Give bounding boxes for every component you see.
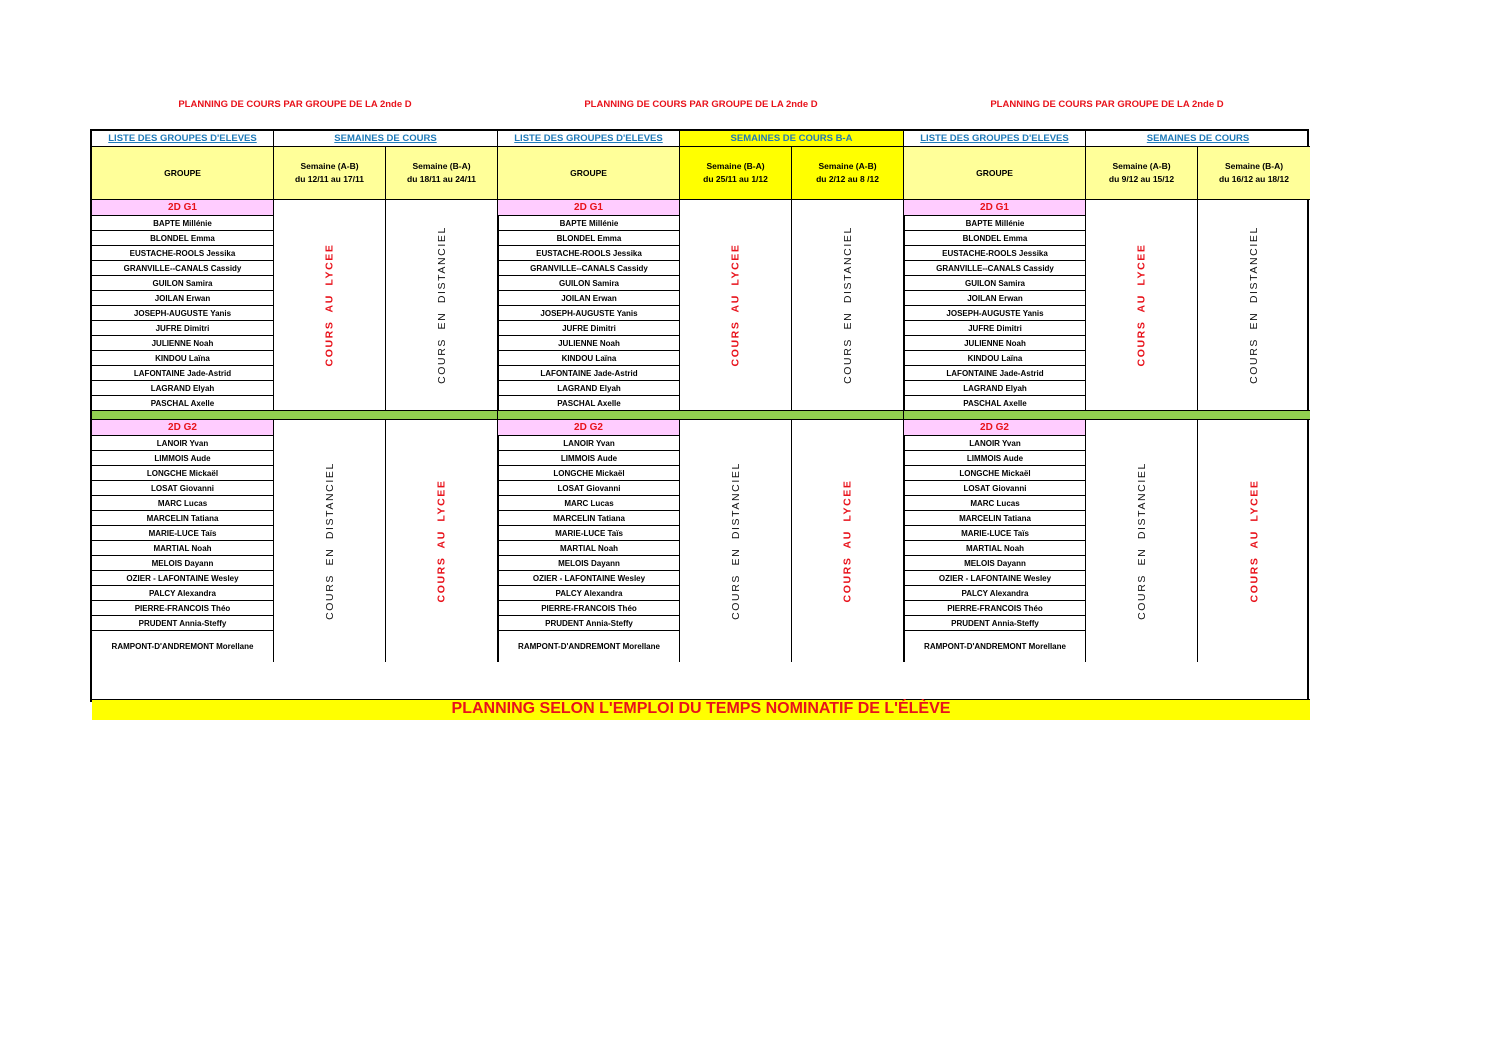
student-name: JUFRE Dimitri xyxy=(498,321,680,336)
student-name: GRANVILLE--CANALS Cassidy xyxy=(92,261,274,276)
student-name: RAMPONT-D'ANDREMONT Morellane xyxy=(498,631,680,662)
student-name: JUFRE Dimitri xyxy=(904,321,1086,336)
student-name: LAFONTAINE Jade-Astrid xyxy=(904,366,1086,381)
week-dates: du 12/11 au 17/11 xyxy=(295,174,364,184)
week-dates: du 16/12 au 18/12 xyxy=(1219,174,1289,184)
student-name: EUSTACHE-ROOLS Jessika xyxy=(498,246,680,261)
week-header-2 xyxy=(386,147,498,200)
student-name: OZIER - LAFONTAINE Wesley xyxy=(498,571,680,586)
student-name: BLONDEL Emma xyxy=(498,231,680,246)
group-separator xyxy=(498,411,904,420)
student-name: BAPTE Millénie xyxy=(904,216,1086,231)
student-name: LOSAT Giovanni xyxy=(92,481,274,496)
week-label: Semaine (B-A) xyxy=(1224,161,1284,171)
student-name: JOSEPH-AUGUSTE Yanis xyxy=(904,306,1086,321)
group-separator xyxy=(904,411,1310,420)
week-header-2 xyxy=(792,147,904,200)
schedule-mode: COURS EN DISTANCIEL xyxy=(729,462,742,620)
schedule-mode: COURS EN DISTANCIEL xyxy=(1135,462,1148,620)
schedule-g1-week1 xyxy=(274,200,386,411)
week-dates: du 18/11 au 24/11 xyxy=(407,174,476,184)
list-header: LISTE DES GROUPES D'ELEVES xyxy=(498,131,680,147)
student-name: MARC Lucas xyxy=(498,496,680,511)
student-name: LIMMOIS Aude xyxy=(498,451,680,466)
schedule-mode: COURS AU LYCEE xyxy=(323,243,336,367)
student-name: BAPTE Millénie xyxy=(498,216,680,231)
week-label: Semaine (A-B) xyxy=(818,161,877,171)
group-column-header: GROUPE xyxy=(904,147,1086,200)
student-name: JULIENNE Noah xyxy=(498,336,680,351)
student-name: PALCY Alexandra xyxy=(92,586,274,601)
schedule-mode: COURS AU LYCEE xyxy=(841,479,854,603)
schedule-g2-week1 xyxy=(274,420,386,662)
sheet-title-1: PLANNING DE COURS PAR GROUPE DE LA 2nde D xyxy=(178,99,412,110)
student-name: PRUDENT Annia-Steffy xyxy=(904,616,1086,631)
student-name: LIMMOIS Aude xyxy=(904,451,1086,466)
student-name: MARIE-LUCE Taïs xyxy=(904,526,1086,541)
schedule-g1-week1 xyxy=(680,200,792,411)
week-header-1 xyxy=(1086,147,1198,200)
group-label-g1: 2D G1 xyxy=(92,200,274,216)
student-name: LAGRAND Elyah xyxy=(498,381,680,396)
group-label-g2: 2D G2 xyxy=(498,420,680,436)
student-name: PIERRE-FRANCOIS Théo xyxy=(904,601,1086,616)
week-header-2 xyxy=(1198,147,1310,200)
schedule-g2-week2 xyxy=(1198,420,1310,662)
student-name: GRANVILLE--CANALS Cassidy xyxy=(498,261,680,276)
schedule-g1-week1 xyxy=(1086,200,1198,411)
student-name: PASCHAL Axelle xyxy=(904,396,1086,411)
week-header-1 xyxy=(680,147,792,200)
student-name: BAPTE Millénie xyxy=(92,216,274,231)
student-name: GUILON Samira xyxy=(92,276,274,291)
group-label-g1: 2D G1 xyxy=(904,200,1086,216)
student-name: MARIE-LUCE Taïs xyxy=(498,526,680,541)
student-name: LAGRAND Elyah xyxy=(904,381,1086,396)
student-name: MARCELIN Tatiana xyxy=(904,511,1086,526)
student-name: PIERRE-FRANCOIS Théo xyxy=(92,601,274,616)
student-name: JULIENNE Noah xyxy=(92,336,274,351)
student-name: LOSAT Giovanni xyxy=(904,481,1086,496)
student-name: KINDOU Laïna xyxy=(498,351,680,366)
schedule-g2-week1 xyxy=(1086,420,1198,662)
student-name: JULIENNE Noah xyxy=(904,336,1086,351)
student-name: LAFONTAINE Jade-Astrid xyxy=(92,366,274,381)
student-name: MARC Lucas xyxy=(92,496,274,511)
student-name: PALCY Alexandra xyxy=(498,586,680,601)
student-name: PASCHAL Axelle xyxy=(92,396,274,411)
list-header: LISTE DES GROUPES D'ELEVES xyxy=(92,131,274,147)
schedule-mode: COURS AU LYCEE xyxy=(1135,243,1148,367)
student-name: RAMPONT-D'ANDREMONT Morellane xyxy=(92,631,274,662)
schedule-mode: COURS EN DISTANCIEL xyxy=(435,226,448,384)
group-separator xyxy=(92,411,498,420)
student-name: PIERRE-FRANCOIS Théo xyxy=(498,601,680,616)
schedule-g1-week2 xyxy=(386,200,498,411)
student-name: PASCHAL Axelle xyxy=(498,396,680,411)
weeks-header: SEMAINES DE COURS B-A xyxy=(680,131,904,147)
week-dates: du 25/11 au 1/12 xyxy=(703,174,768,184)
group-column-header: GROUPE xyxy=(498,147,680,200)
student-name: OZIER - LAFONTAINE Wesley xyxy=(904,571,1086,586)
week-label: Semaine (B-A) xyxy=(412,161,471,171)
student-name: GUILON Samira xyxy=(498,276,680,291)
student-name: LAGRAND Elyah xyxy=(92,381,274,396)
student-name: PRUDENT Annia-Steffy xyxy=(92,616,274,631)
student-name: GUILON Samira xyxy=(904,276,1086,291)
schedule-mode: COURS AU LYCEE xyxy=(729,243,742,367)
week-label: Semaine (A-B) xyxy=(300,161,359,171)
planning-table xyxy=(90,129,1309,717)
group-column-header: GROUPE xyxy=(92,147,274,200)
student-name: JUFRE Dimitri xyxy=(92,321,274,336)
group-label-g2: 2D G2 xyxy=(904,420,1086,436)
student-name: EUSTACHE-ROOLS Jessika xyxy=(904,246,1086,261)
sheet-title-2: PLANNING DE COURS PAR GROUPE DE LA 2nde D xyxy=(584,99,818,110)
student-name: MARTIAL Noah xyxy=(92,541,274,556)
schedule-g1-week2 xyxy=(1198,200,1310,411)
student-name: LANOIR Yvan xyxy=(498,436,680,451)
student-name: PRUDENT Annia-Steffy xyxy=(498,616,680,631)
schedule-g2-week2 xyxy=(792,420,904,662)
schedule-mode: COURS EN DISTANCIEL xyxy=(1248,226,1260,384)
week-header-1 xyxy=(274,147,386,200)
week-dates: du 9/12 au 15/12 xyxy=(1108,174,1175,184)
student-name: MELOIS Dayann xyxy=(92,556,274,571)
student-name: MARCELIN Tatiana xyxy=(92,511,274,526)
student-name: BLONDEL Emma xyxy=(92,231,274,246)
student-name: OZIER - LAFONTAINE Wesley xyxy=(92,571,274,586)
student-name: LANOIR Yvan xyxy=(92,436,274,451)
student-name: GRANVILLE--CANALS Cassidy xyxy=(904,261,1086,276)
list-header: LISTE DES GROUPES D'ELEVES xyxy=(904,131,1086,147)
week-label: Semaine (B-A) xyxy=(706,161,765,171)
student-name: RAMPONT-D'ANDREMONT Morellane xyxy=(904,631,1086,662)
student-name: JOILAN Erwan xyxy=(498,291,680,306)
student-name: MARTIAL Noah xyxy=(498,541,680,556)
student-name: KINDOU Laïna xyxy=(92,351,274,366)
student-name: MARIE-LUCE Taïs xyxy=(92,526,274,541)
week-dates: du 2/12 au 8 /12 xyxy=(816,174,879,184)
schedule-mode: COURS EN DISTANCIEL xyxy=(841,226,854,384)
student-name: LONGCHE Mickaël xyxy=(498,466,680,481)
schedule-mode: COURS EN DISTANCIEL xyxy=(323,462,336,620)
group-label-g1: 2D G1 xyxy=(498,200,680,216)
weeks-header: SEMAINES DE COURS xyxy=(274,131,498,147)
student-name: LONGCHE Mickaël xyxy=(904,466,1086,481)
group-label-g2: 2D G2 xyxy=(92,420,274,436)
student-name: MARCELIN Tatiana xyxy=(498,511,680,526)
student-name: JOILAN Erwan xyxy=(904,291,1086,306)
week-label: Semaine (A-B) xyxy=(1112,161,1171,171)
student-name: LIMMOIS Aude xyxy=(92,451,274,466)
schedule-mode: COURS AU LYCEE xyxy=(435,479,448,603)
student-name: LAFONTAINE Jade-Astrid xyxy=(498,366,680,381)
student-name: EUSTACHE-ROOLS Jessika xyxy=(92,246,274,261)
schedule-g2-week2 xyxy=(386,420,498,662)
student-name: BLONDEL Emma xyxy=(904,231,1086,246)
student-name: MARTIAL Noah xyxy=(904,541,1086,556)
student-name: JOSEPH-AUGUSTE Yanis xyxy=(92,306,274,321)
student-name: KINDOU Laïna xyxy=(904,351,1086,366)
student-name: JOILAN Erwan xyxy=(92,291,274,306)
student-name: LANOIR Yvan xyxy=(904,436,1086,451)
student-name: LOSAT Giovanni xyxy=(498,481,680,496)
schedule-g1-week2 xyxy=(792,200,904,411)
student-name: PALCY Alexandra xyxy=(904,586,1086,601)
student-name: MARC Lucas xyxy=(904,496,1086,511)
sheet-title-3: PLANNING DE COURS PAR GROUPE DE LA 2nde D xyxy=(990,99,1224,110)
student-name: MELOIS Dayann xyxy=(904,556,1086,571)
student-name: LONGCHE Mickaël xyxy=(92,466,274,481)
student-name: JOSEPH-AUGUSTE Yanis xyxy=(498,306,680,321)
schedule-g2-week1 xyxy=(680,420,792,662)
weeks-header: SEMAINES DE COURS xyxy=(1086,131,1310,147)
footer-note: PLANNING SELON L'EMPLOI DU TEMPS NOMINATIF DE L'ÉLÈVE xyxy=(92,699,1310,720)
student-name: MELOIS Dayann xyxy=(498,556,680,571)
schedule-mode: COURS AU LYCEE xyxy=(1248,479,1261,603)
